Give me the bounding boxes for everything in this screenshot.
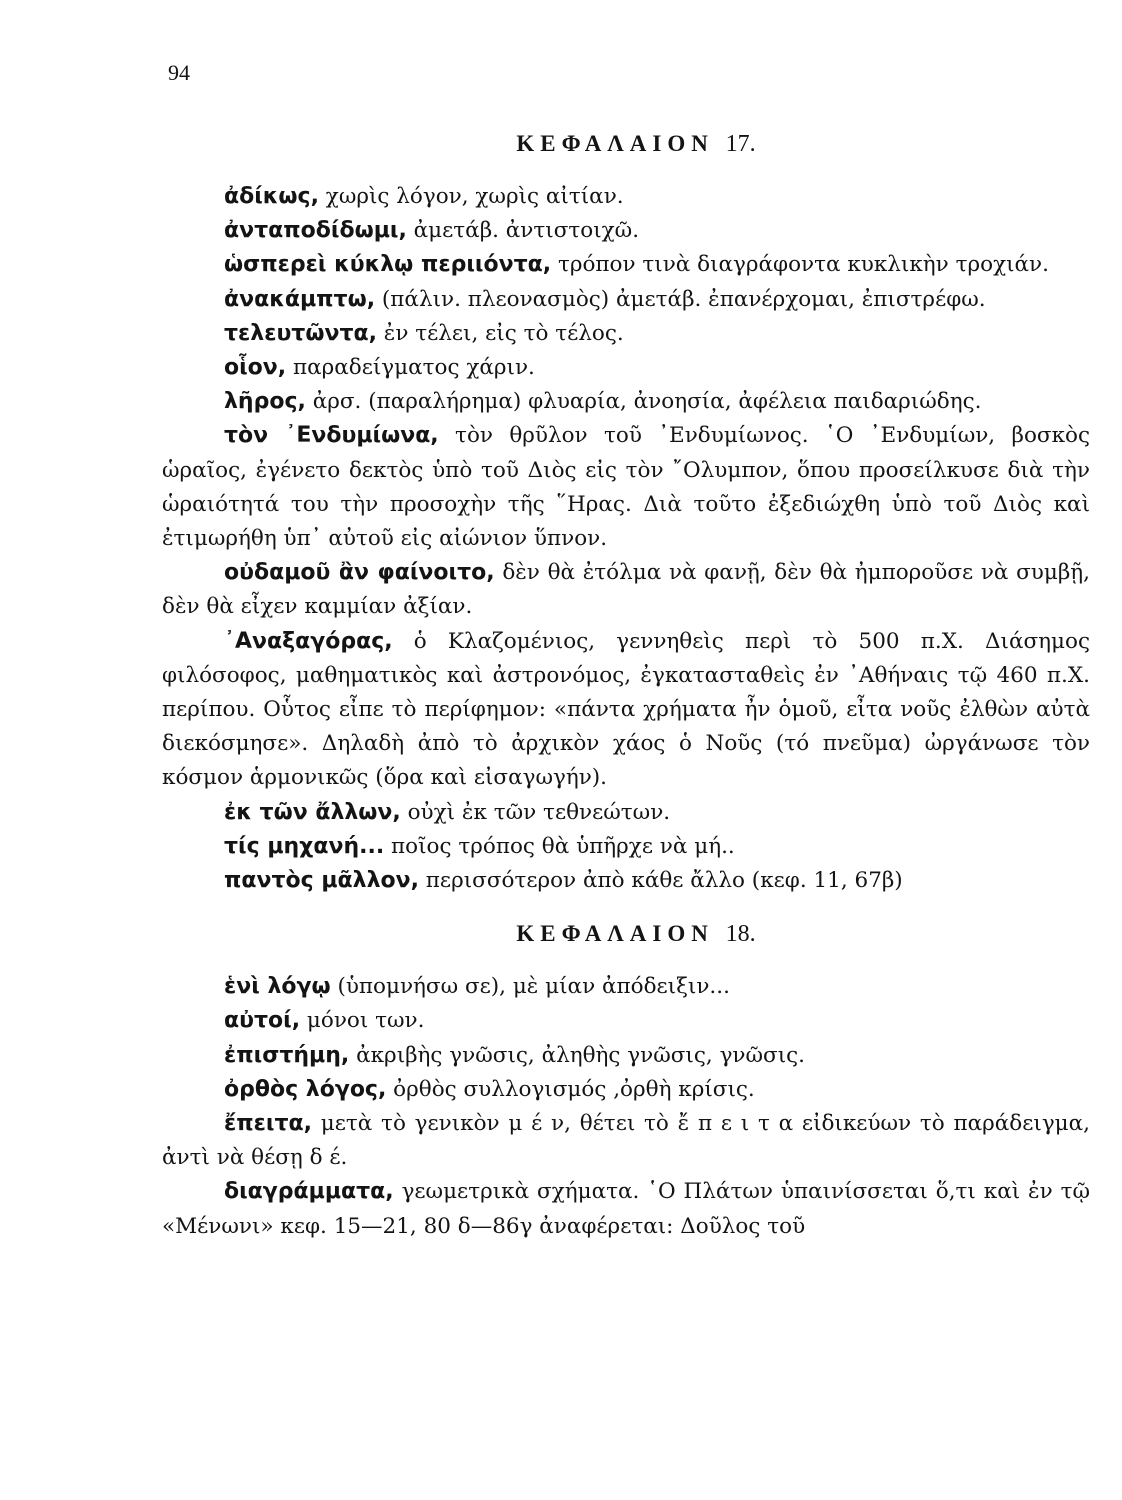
glossary-term: οὐδαμοῦ ἂν φαίνοιτο, xyxy=(224,560,495,586)
glossary-definition: ἀμετάβ. ἀντιστοιχῶ. xyxy=(406,218,640,244)
glossary-term: ἐκ τῶν ἄλλων, xyxy=(224,799,401,825)
text-block xyxy=(162,118,1090,1244)
chapter-heading-word: ΚΕΦΑΛΑΙΟΝ xyxy=(516,921,714,947)
glossary-entry xyxy=(162,283,1090,317)
glossary-definition: δὲν θὰ ἐτόλμα νὰ φανῇ, δὲν θὰ ἠμποροῦσε νὰ συμβῇ, δὲν θὰ εἶχεν καμμίαν ἀξίαν. xyxy=(162,560,1090,620)
glossary-entry xyxy=(162,180,1090,214)
glossary-term: ὀρθὸς λόγος, xyxy=(224,1076,387,1102)
page-number: 94 xyxy=(168,60,190,85)
glossary-term: ἀδίκως, xyxy=(224,184,319,209)
glossary-definition: παραδείγματος χάριν. xyxy=(286,355,535,381)
glossary-entry xyxy=(162,864,1090,898)
glossary-definition: ὁ Κλαζομένιος, γεννηθεὶς περὶ τὸ 500 π.Χ. Διάσημος φιλόσοφος, μαθηματικὸς καὶ ἀστρονόμος, ἐγκατασταθεὶς ἐν ᾿Αθήναις τῷ 460 π.Χ. περίπου. Οὗτος εἶπε τὸ περίφημον: «πάντα χρήματα ἦν ὁμοῦ, εἶτα νοῦς ἐλθὼν αὐτὰ διεκόσμησε». Δηλαδὴ ἀπὸ τὸ ἀρχικὸν χάος ὁ Νοῦς (τό πνεῦμα) ὠργάνωσε τὸν κόσμον ἁρμονικῶς (ὅρα καὶ εἰσαγωγήν). xyxy=(162,628,1090,791)
glossary-term: διαγράμματα, xyxy=(224,1179,394,1205)
glossary-term: παντὸς μᾶλλον, xyxy=(224,868,419,894)
chapter-heading-word: ΚΕΦΑΛΑΙΟΝ xyxy=(516,131,714,156)
glossary-entry xyxy=(162,1004,1090,1038)
chapter-heading xyxy=(162,908,1090,970)
glossary-definition: μόνοι των. xyxy=(300,1008,425,1034)
glossary-entry xyxy=(162,1073,1090,1107)
glossary-definition: ἀρσ. (παραλήρημα) φλυαρία, ἀνοησία, ἀφέλεια παιδαριώδης. xyxy=(305,389,982,415)
glossary-term: ἐπιστήμη, xyxy=(224,1042,350,1068)
glossary-term: τίς μηχανή... xyxy=(224,833,385,859)
chapter-heading-number: 17. xyxy=(725,131,756,157)
chapter-heading-number: 18. xyxy=(725,921,756,948)
glossary-definition: (ὑπομνήσω σε), μὲ μίαν ἀπόδειξιν... xyxy=(330,974,730,1000)
glossary-entry xyxy=(162,796,1090,830)
glossary-term: τὸν ᾿Ενδυμίωνα, xyxy=(224,423,439,449)
glossary-definition: ἀκριβὴς γνῶσις, ἀληθὴς γνῶσις, γνῶσις. xyxy=(349,1042,806,1068)
glossary-term: αὐτοί, xyxy=(224,1008,301,1034)
glossary-entry xyxy=(162,830,1090,864)
glossary-term: ἀνταποδίδωμι, xyxy=(224,218,407,244)
glossary-definition: τὸν θρῦλον τοῦ ᾿Ενδυμίωνος. ῾Ο ᾿Ενδυμίων, βοσκὸς ὡραῖος, ἐγένετο δεκτὸς ὑπὸ τοῦ Διὸς εἰς τὸν ῎Ολυμπον, ὅπου προσείλκυσε διὰ τὴν ὡραιότητά του τὴν προσοχὴν τῆς ῞Ηρας. Διὰ τοῦτο ἐξεδιώχθη ὑπὸ τοῦ Διὸς καὶ ἐτιμωρήθη ὑπ᾿ αὐτοῦ εἰς αἰώνιον ὕπνον. xyxy=(162,423,1090,552)
glossary-entry xyxy=(162,351,1090,385)
glossary-term: ἑνὶ λόγῳ xyxy=(224,974,331,1000)
glossary-definition: χωρὶς λόγον, χωρὶς αἰτίαν. xyxy=(318,184,624,209)
glossary-definition: (πάλιν. πλεονασμὸς) ἀμετάβ. ἐπανέρχομαι, ἐπιστρέφω. xyxy=(375,286,986,312)
glossary-definition: ἐν τέλει, εἰς τὸ τέλος. xyxy=(376,320,624,346)
glossary-entry xyxy=(162,1107,1090,1175)
glossary-term: ἀνακάμπτω, xyxy=(224,286,376,312)
glossary-definition: ὀρθὸς συλλογισμός ,ὀρθὴ κρίσις. xyxy=(386,1076,755,1102)
glossary-term: λῆρος, xyxy=(224,389,306,415)
glossary-definition: μετὰ τὸ γενικὸν μ έ ν, θέτει τὸ ἔ π ε ι τ α εἰδικεύων τὸ παράδειγμα, ἀντὶ νὰ θέσῃ δ έ. xyxy=(162,1111,1090,1171)
glossary-entry xyxy=(162,556,1090,624)
glossary-term: ἔπειτα, xyxy=(224,1111,312,1137)
glossary-entry xyxy=(162,970,1090,1004)
glossary-entry xyxy=(162,317,1090,351)
glossary-term: τελευτῶντα, xyxy=(224,320,377,346)
glossary-term: οἷον, xyxy=(224,355,287,381)
glossary-definition: γεωμετρικὰ σχήματα. ῾Ο Πλάτων ὑπαινίσσεται ὅ,τι καὶ ἐν τῷ «Μένωνι» κεφ. 15—21, 80 δ—86γ ἀναφέρεται: Δοῦλος τοῦ xyxy=(162,1179,1090,1239)
glossary-entry xyxy=(162,1175,1090,1243)
glossary-definition: τρόπον τινὰ διαγράφοντα κυκλικὴν τροχιάν. xyxy=(551,252,1049,278)
glossary-term: ᾿Αναξαγόρας, xyxy=(224,628,393,654)
glossary-entry xyxy=(162,625,1090,796)
glossary-entry xyxy=(162,214,1090,248)
chapter-heading xyxy=(162,118,1090,180)
glossary-entry xyxy=(162,248,1090,282)
glossary-term: ὡσπερεὶ κύκλῳ περιιόντα, xyxy=(224,252,552,278)
glossary-entry xyxy=(162,385,1090,419)
glossary-entry xyxy=(162,419,1090,556)
glossary-definition: ποῖος τρόπος θὰ ὑπῆρχε νὰ μή.. xyxy=(384,833,735,859)
glossary-entry xyxy=(162,1039,1090,1073)
glossary-definition: οὐχὶ ἐκ τῶν τεθνεώτων. xyxy=(400,799,671,825)
glossary-definition: περισσότερον ἀπὸ κάθε ἄλλο (κεφ. 11, 67β) xyxy=(418,868,903,894)
